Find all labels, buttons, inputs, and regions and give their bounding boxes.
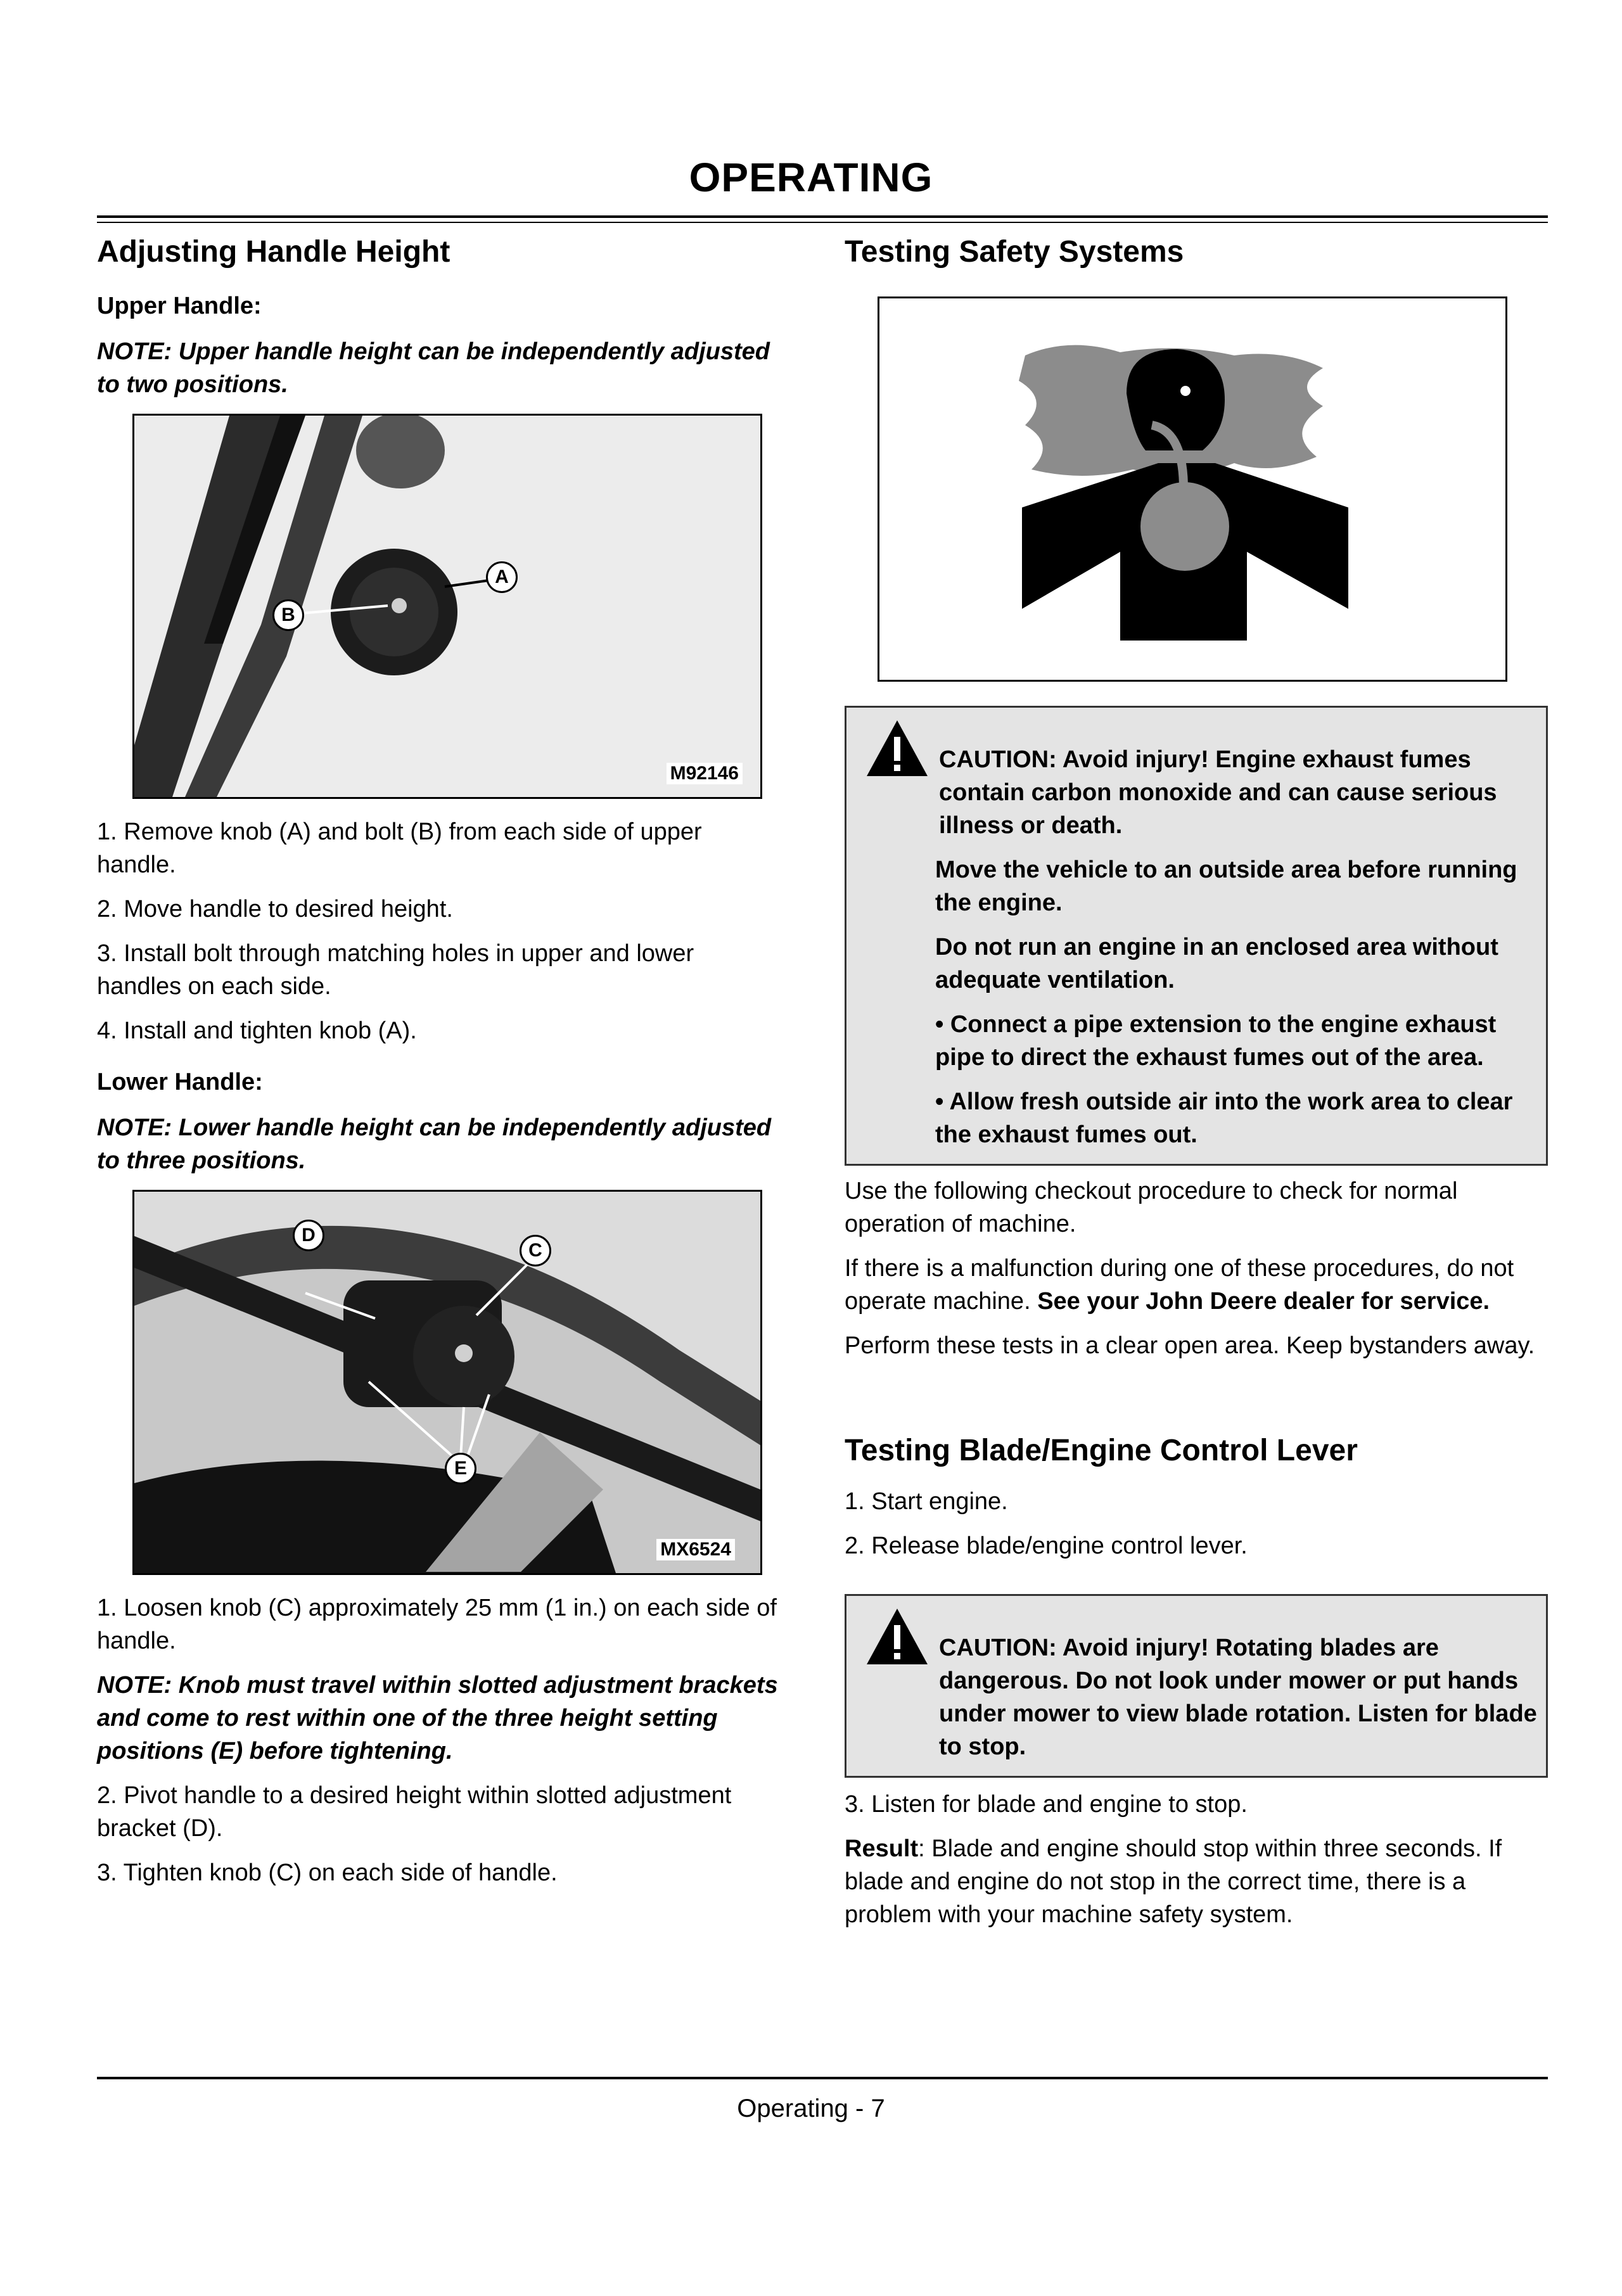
result-paragraph: [845, 1832, 1548, 1931]
result-text: : Blade and engine should stop within three seconds. If blade and engine do not stop in the correct time, there is a problem with your machine safety system.: [845, 1835, 1502, 1928]
callout-d: D: [293, 1220, 324, 1251]
lower-handle-photo: [134, 1192, 760, 1573]
warning-triangle-icon: [865, 719, 929, 777]
lower-handle-figure: [132, 1190, 762, 1575]
callout-c: C: [520, 1235, 551, 1266]
section-heading-handle-height: Adjusting Handle Height: [97, 235, 450, 269]
exhaust-hazard-figure: [878, 297, 1507, 682]
caution-exhaust-bullet-2: • Allow fresh outside air into the work area to clear the exhaust fumes out.: [935, 1088, 1513, 1148]
upper-handle-subheading: Upper Handle:: [97, 293, 262, 319]
malfunction-text: If there is a malfunction during one of these procedures, do not operate machine.: [845, 1255, 1514, 1315]
lower-handle-note: NOTE: Lower handle height can be independently adjusted to three positions.: [97, 1114, 772, 1174]
right-column: [845, 233, 1548, 1931]
callout-a: A: [486, 561, 518, 593]
figure-id-upper: M92146: [667, 763, 743, 784]
lower-step-1: 1. Loosen knob (C) approximately 25 mm (1 in.) on each side of handle.: [97, 1595, 777, 1654]
page-footer: Operating - 7: [737, 2095, 885, 2122]
upper-step-2: 2. Move handle to desired height.: [97, 896, 453, 922]
caution-exhaust-bullet-1: • Connect a pipe extension to the engine exhaust pipe to direct the exhaust fumes out of the area.: [935, 1011, 1497, 1071]
upper-step-3: 3. Install bolt through matching holes in upper and lower handles on each side.: [97, 940, 694, 1000]
dealer-service-text: See your John Deere dealer for service.: [1037, 1288, 1490, 1315]
upper-handle-figure: [132, 414, 762, 799]
exhaust-hazard-icon: [879, 298, 1505, 680]
caution-exhaust-p3: Do not run an engine in an enclosed area without adequate ventilation.: [935, 934, 1498, 993]
lower-handle-subheading: Lower Handle:: [97, 1069, 263, 1095]
lower-step-3: 3. Tighten knob (C) on each side of handle.: [97, 1859, 558, 1886]
warning-triangle-icon: [865, 1607, 929, 1666]
section-heading-safety-systems: Testing Safety Systems: [845, 235, 1184, 269]
upper-handle-note: NOTE: Upper handle height can be independently adjusted to two positions.: [97, 338, 770, 398]
blade-step-1: 1. Start engine.: [845, 1488, 1008, 1515]
lower-handle-note-2: NOTE: Knob must travel within slotted adjustment brackets and come to rest within one of the three height setting positions (E) before tightening.: [97, 1672, 778, 1764]
malfunction-paragraph: [845, 1252, 1548, 1318]
lower-step-2: 2. Pivot handle to a desired height within slotted adjustment bracket (D).: [97, 1782, 732, 1842]
upper-handle-photo: [134, 416, 760, 797]
upper-step-1: 1. Remove knob (A) and bolt (B) from each side of upper handle.: [97, 819, 702, 878]
callout-e: E: [445, 1453, 476, 1484]
header-rule: [97, 215, 1548, 218]
upper-step-4: 4. Install and tighten knob (A).: [97, 1017, 417, 1044]
caution-exhaust-p2: Move the vehicle to an outside area before running the engine.: [935, 857, 1517, 916]
left-column: [97, 233, 781, 1889]
header-rule-thin: [97, 222, 1548, 223]
page-title: OPERATING: [689, 155, 933, 200]
caution-blade-text: CAUTION: Avoid injury! Rotating blades are dangerous. Do not look under mower or put hands under mower to view blade rotation. Listen for blade to stop.: [939, 1635, 1537, 1760]
callout-b: B: [272, 599, 304, 631]
footer-rule: [97, 2077, 1548, 2079]
blade-step-2: 2. Release blade/engine control lever.: [845, 1533, 1248, 1559]
result-label: Result: [845, 1835, 919, 1862]
section-heading-blade-lever: Testing Blade/Engine Control Lever: [845, 1434, 1358, 1467]
clear-area-paragraph: Perform these tests in a clear open area. Keep bystanders away.: [845, 1332, 1535, 1359]
checkout-intro: Use the following checkout procedure to check for normal operation of machine.: [845, 1178, 1458, 1237]
caution-exhaust-lead: CAUTION: Avoid injury! Engine exhaust fumes contain carbon monoxide and can cause serious illness or death.: [939, 746, 1497, 839]
figure-id-lower: MX6524: [656, 1539, 735, 1560]
caution-exhaust-box: [845, 706, 1548, 1166]
caution-blade-box: [845, 1594, 1548, 1778]
blade-step-3: 3. Listen for blade and engine to stop.: [845, 1791, 1248, 1818]
